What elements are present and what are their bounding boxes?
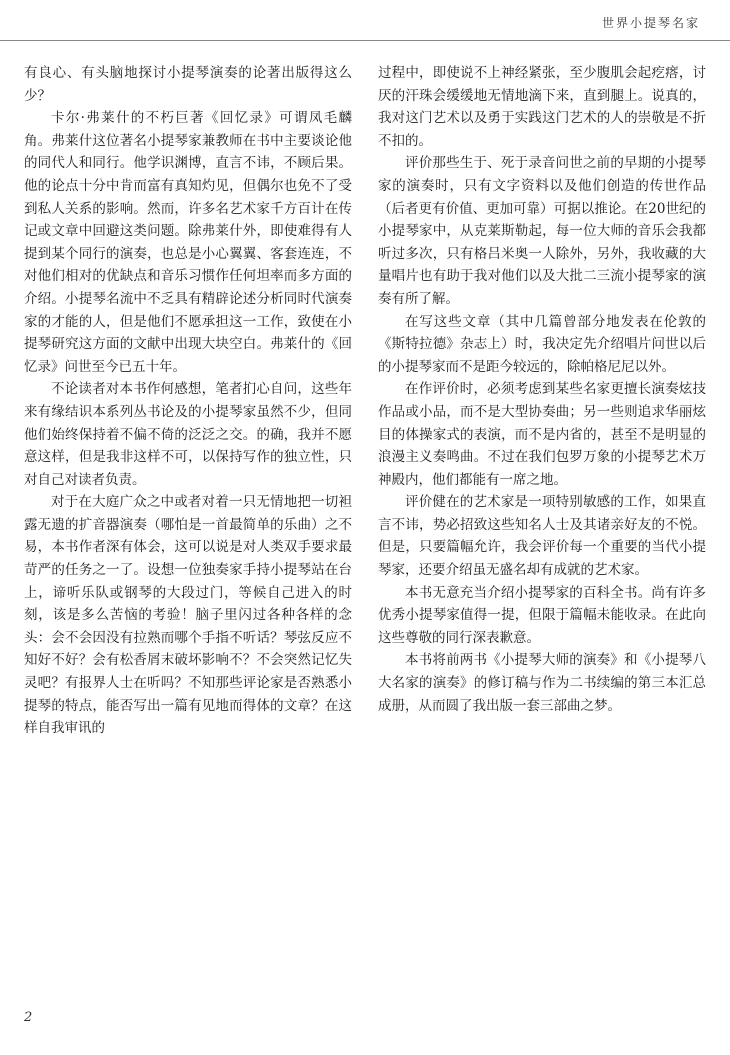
paragraph: 本书将前两书《小提琴大师的演奏》和《小提琴八大名家的演奏》的修订稿与作为二书续编的第三本汇总成册，从而圆了我出版一套三部曲之梦。: [378, 652, 706, 714]
paragraph: 卡尔·弗莱什的不朽巨著《回忆录》可谓凤毛麟角。弗莱什这位著名小提琴家兼教师在书中主要谈论他的同代人和同行。他学识渊博，直言不讳，不顾后果。他的论点十分中肯而富有真知灼见，但偶尔也免不了受到私人关系的影响。然而，许多名艺术家千方百计在传记或文章中回避这类问题。除弗莱什外，即使难得有人提到某个同行的演奏，也总是小心翼翼、客套连连，不对他们相对的优缺点和音乐习惯作任何坦率而多方面的介绍。小提琴名流中不乏具有精辟论述分析同时代演奏家的才能的人，但是他们不愿承担这一工作，致使在小提琴研究这方面的文献中出现大块空白。弗莱什的《回忆录》问世至今已五十年。: [24, 110, 352, 375]
paragraph: 不论读者对本书作何感想，笔者扪心自问，这些年来有缘结识本系列丛书论及的小提琴家虽然不少，但同他们始终保持着不偏不倚的泛泛之交。的确，我并不愿意这样，但是我非这样不可，以保持写作的独立性，只对自己对读者负责。: [24, 381, 352, 488]
paragraph: 在写这些文章（其中几篇曾部分地发表在伦敦的《斯特拉德》杂志上）时，我决定先介绍唱片问世以后的小提琴家而不是距今较远的，除帕格尼尼以外。: [378, 313, 706, 375]
paragraph: 评价那些生于、死于录音问世之前的早期的小提琴家的演奏时，只有文字资料以及他们创造的传世作品（后者更有价值、更加可靠）可据以推论。在20世纪的小提琴家中，从克莱斯勒起，每一位大师的音乐会我都听过多次，只有格吕米奥一人除外，另外，我收藏的大量唱片也有助于我对他们以及大批二三流小提琴家的演奏有所了解。: [378, 155, 706, 307]
running-head-title: 世界小提琴名家: [601, 16, 700, 30]
page-number: 2: [24, 1010, 33, 1025]
paragraph: 有良心、有头脑地探讨小提琴演奏的论著出版得这么少？: [24, 65, 352, 104]
paragraph: 本书无意充当介绍小提琴家的百科全书。尚有许多优秀小提琴家值得一提，但限于篇幅未能收录。在此向这些尊敬的同行深表歉意。: [378, 584, 706, 646]
right-column: [378, 62, 706, 740]
paragraph: 过程中，即使说不上神经紧张，至少腹肌会起疙瘩，讨厌的汗珠会缓缓地无情地滴下来，直到腿上。说真的，我对这门艺术以及勇于实践这门艺术的人的崇敬是不折不扣的。: [378, 65, 706, 149]
paragraph: 评价健在的艺术家是一项特别敏感的工作，如果直言不讳，势必招致这些知名人士及其诸亲好友的不悦。但是，只要篇幅允许，我会评价每一个重要的当代小提琴家，还要介绍虽无盛名却有成就的艺术家。: [378, 494, 706, 579]
header-divider: [0, 40, 730, 41]
body-columns: [24, 62, 706, 740]
left-column: [24, 62, 352, 740]
paragraph: 对于在大庭广众之中或者对着一只无情地把一切袒露无遗的扩音器演奏（哪怕是一首最简单的乐曲）之不易，本书作者深有体会，这可以说是对人类双手要求最苛严的任务之一了。设想一位独奏家手持小提琴站在台上，谛听乐队或钢琴的大段过门，等候自己进入的时刻，该是多么苦恼的考验！脑子里闪过各种各样的念头：会不会因没有拉熟而哪个手指不听话？琴弦反应不知好不好？会有松香屑末破坏影响不？不会突然记忆失灵吧？有报界人士在听吗？不知那些评论家是否熟悉小提琴的特点，能否写出一篇有见地而得体的文章？在这样自我审讯的: [24, 494, 352, 737]
paragraph: 在作评价时，必须考虑到某些名家更擅长演奏炫技作品或小品，而不是大型协奏曲；另一些则追求华丽炫目的体操家式的表演，而不是内省的，甚至不是明显的浪漫主义奏鸣曲。不过在我们包罗万象的小提琴艺术万神殿内，他们都能有一席之地。: [378, 381, 706, 488]
